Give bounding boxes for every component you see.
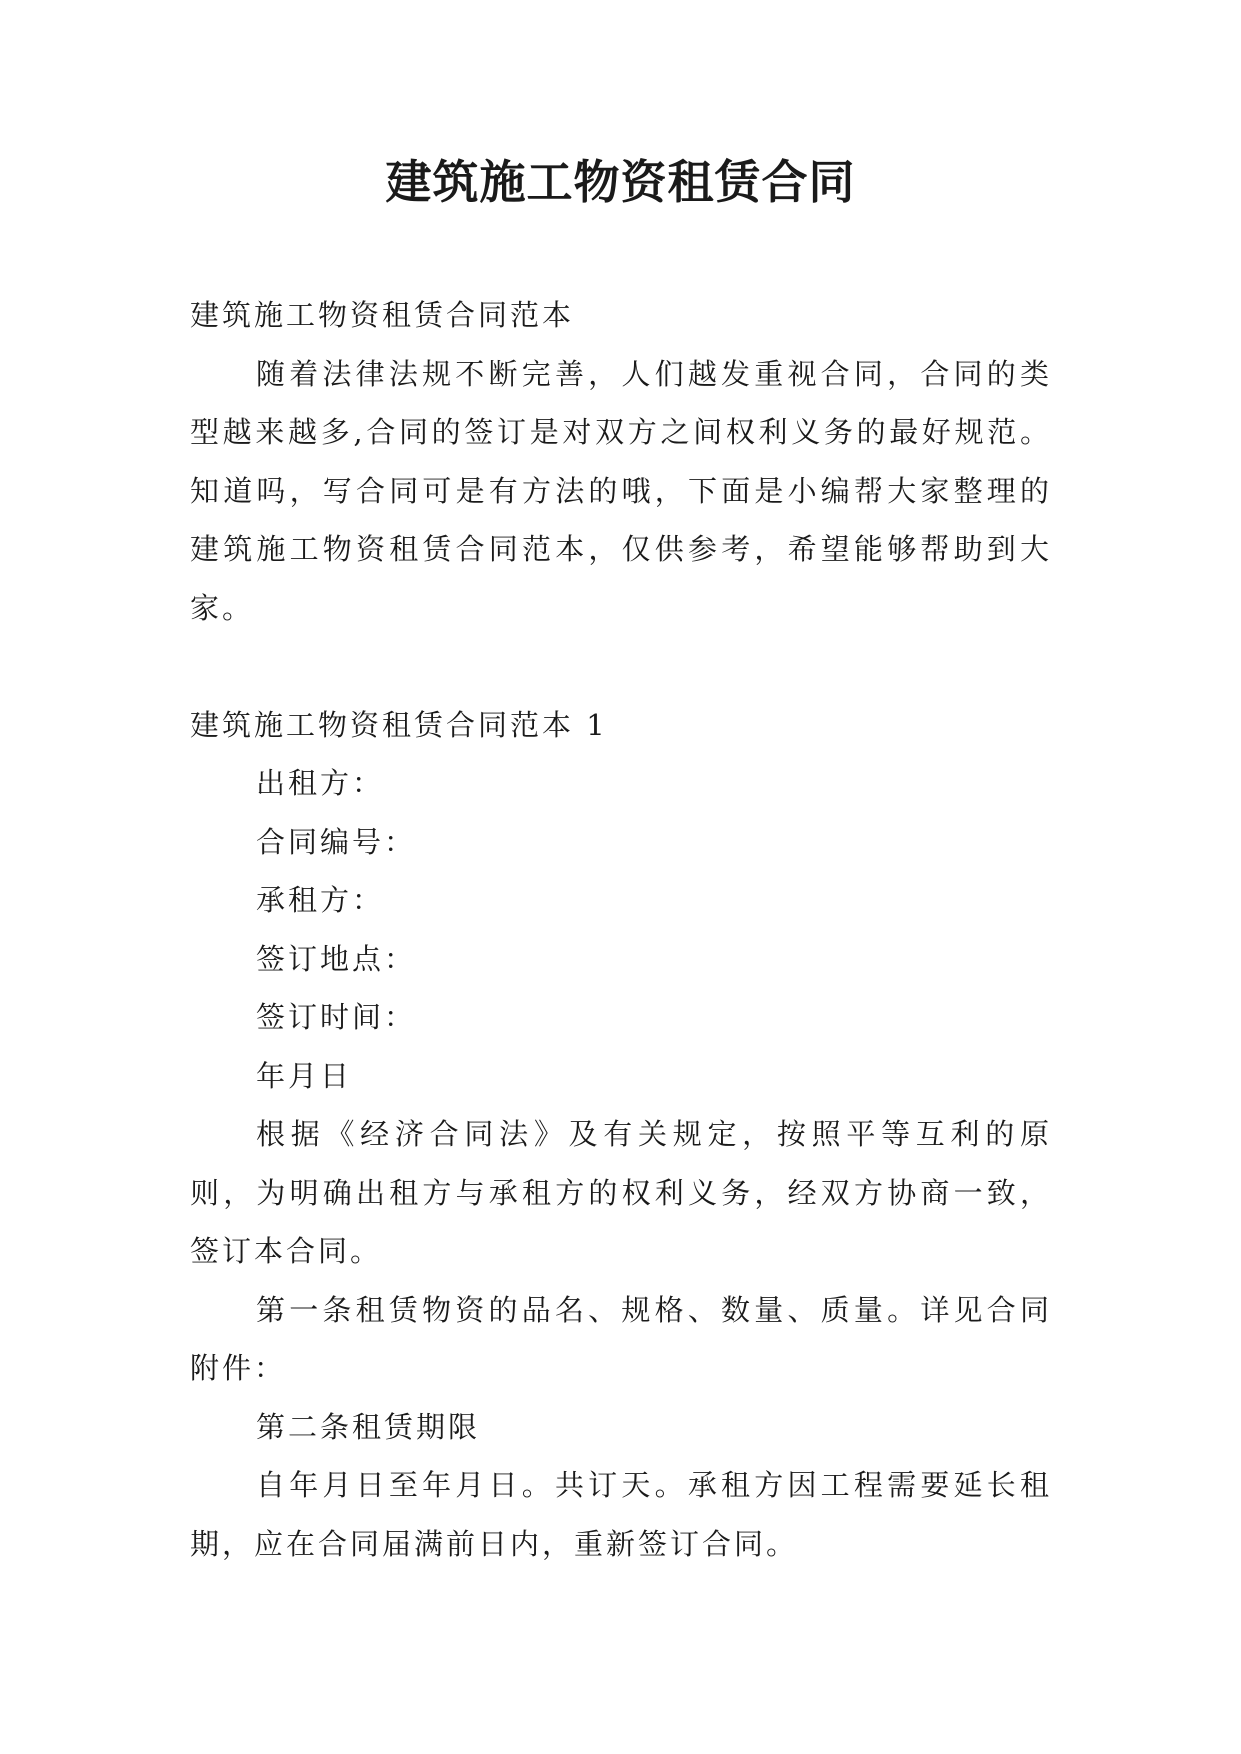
article-2-heading: 第二条租赁期限 [256, 1409, 481, 1444]
sign-place-field: 签订地点： [256, 941, 417, 976]
contract-number-field: 合同编号： [256, 824, 417, 859]
lessee-field: 承租方： [256, 883, 385, 917]
subtitle: 建筑施工物资租赁合同范本 [190, 298, 575, 332]
section-heading: 建筑施工物资租赁合同范本 1 [190, 707, 608, 742]
article-1: 第一条租赁物资的品名、规格、数量、质量。详见合同附件： [190, 1292, 1052, 1385]
intro-paragraph: 随着法律法规不断完善，人们越发重视合同，合同的类型越来越多,合同的签订是对双方之间权利义务的最好规范。知道吗，写合同可是有方法的哦，下面是小编帮大家整理的建筑施工物资租赁合同范本，仅供参考，希望能够帮助到大家。 [190, 356, 1052, 625]
sign-time-field: 签订时间： [256, 1000, 417, 1034]
document-title: 建筑施工物资租赁合同 [385, 155, 856, 209]
date-field: 年月日 [256, 1058, 353, 1093]
lessor-field: 出租方： [256, 766, 385, 800]
document-body [190, 286, 1052, 1573]
spacer [190, 637, 1052, 696]
preamble-paragraph: 根据《经济合同法》及有关规定，按照平等互利的原则，为明确出租方与承租方的权利义务，经双方协商一致，签订本合同。 [190, 1117, 1052, 1268]
article-2-text: 自年月日至年月日。共订天。承租方因工程需要延长租期，应在合同届满前日内，重新签订合同。 [190, 1468, 1052, 1561]
